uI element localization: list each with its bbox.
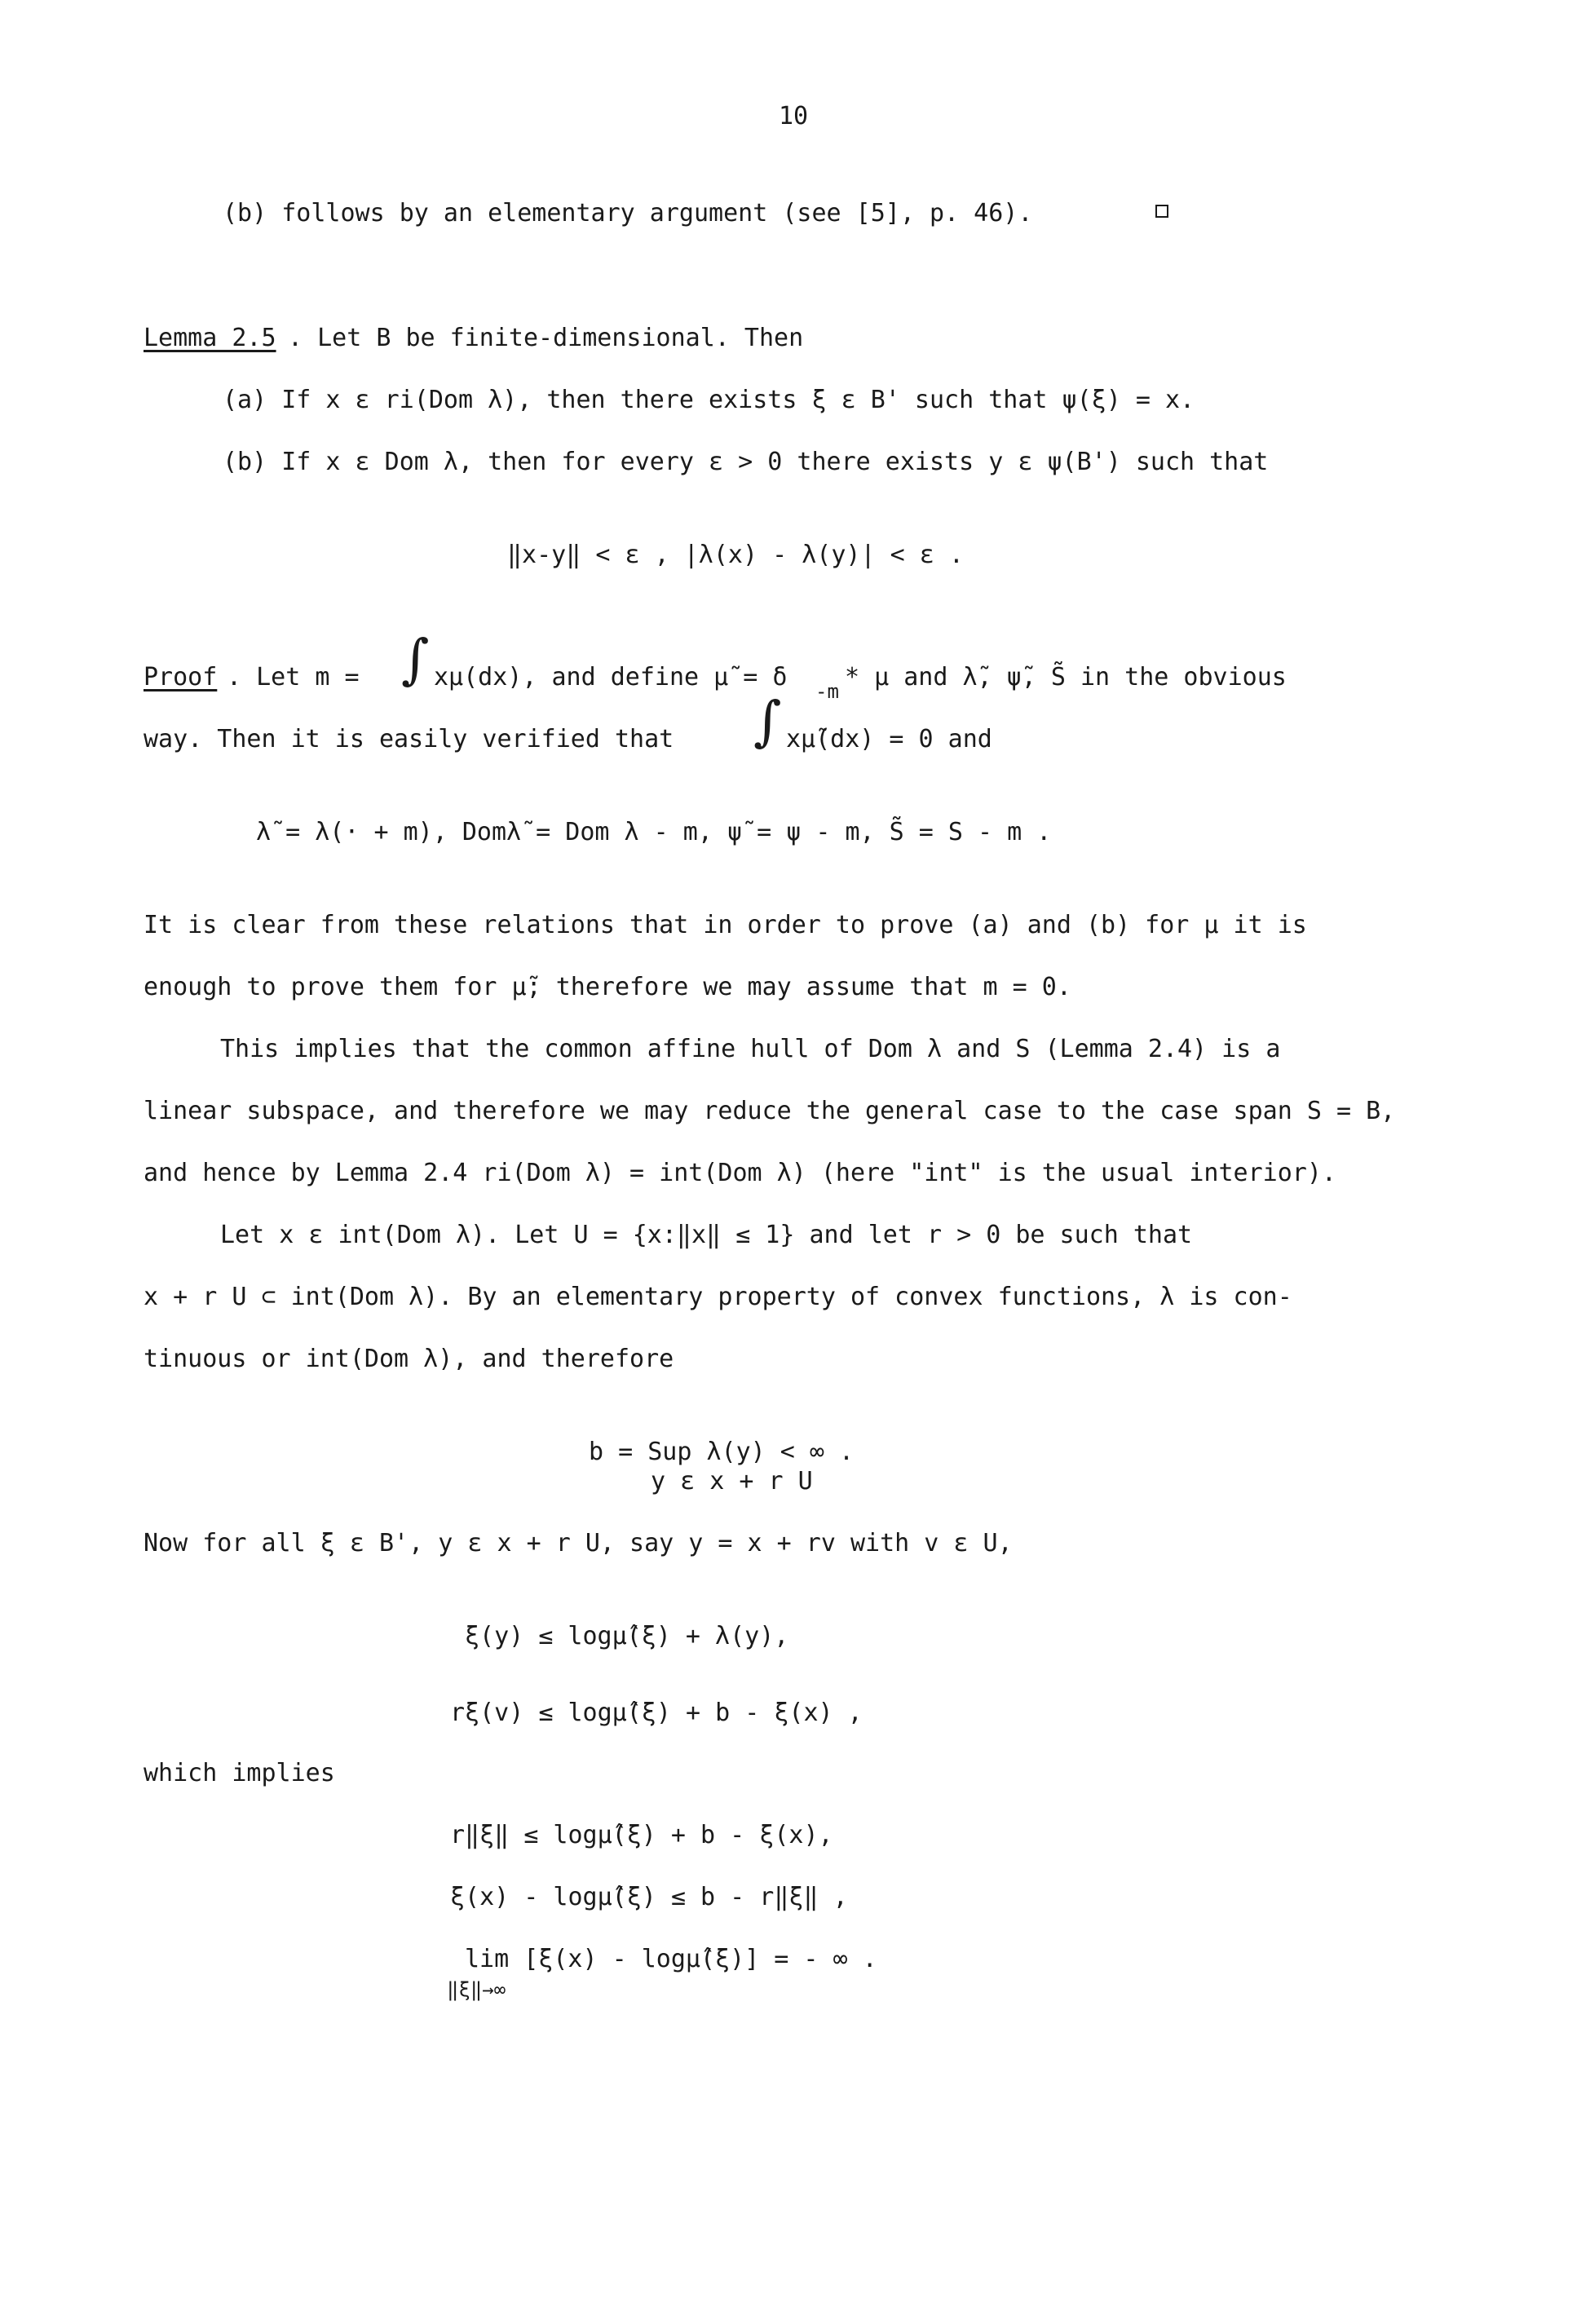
lemma-display-equation: ‖x-y‖ < ε , |λ(x) - λ(y)| < ε . bbox=[507, 541, 964, 569]
inequality-4: ξ(x) - logμ̂(ξ) ≤ b - r‖ξ‖ , bbox=[450, 1883, 848, 1911]
lemma-item-a: (a) If x ε ri(Dom λ), then there exists ξ ε B' such that ψ(ξ) = x. bbox=[223, 386, 1195, 414]
which-implies-text: which implies bbox=[144, 1759, 335, 1787]
lemma-item-b: (b) If x ε Dom λ, then for every ε > 0 there exists y ε ψ(B') such that bbox=[223, 448, 1269, 476]
limit-subscript: ‖ξ‖→∞ bbox=[447, 1978, 506, 2001]
line-b-previous: (b) follows by an elementary argument (see [5], p. 46). bbox=[223, 199, 1033, 228]
integral-sign-2: ∫ bbox=[753, 690, 782, 753]
inequality-1: ξ(y) ≤ logμ̂(ξ) + λ(y), bbox=[465, 1622, 789, 1650]
page-number: 10 bbox=[779, 102, 809, 130]
proof-line1-subscript: -m bbox=[815, 680, 839, 703]
sup-equation-subscript: y ε x + r U bbox=[651, 1467, 813, 1496]
limit-equation: lim [ξ(x) - logμ̂(ξ)] = - ∞ . bbox=[465, 1945, 877, 1973]
proof-paragraph-4: Now for all ξ ε B', y ε x + r U, say y = x + rv with v ε U, bbox=[144, 1529, 1013, 1557]
proof-paragraph-3-line-2: x + r U ⊂ int(Dom λ). By an elementary property of convex functions, λ is con- bbox=[144, 1283, 1292, 1311]
lemma-intro: . Let B be finite-dimensional. Then bbox=[288, 324, 804, 352]
proof-paragraph-1-line-2: enough to prove them for μ̃; therefore we may assume that m = 0. bbox=[144, 973, 1071, 1001]
proof-line2-b: xμ̃(dx) = 0 and bbox=[786, 725, 992, 753]
proof-line2-a: way. Then it is easily verified that bbox=[144, 725, 674, 753]
proof-paragraph-2-line-3: and hence by Lemma 2.4 ri(Dom λ) = int(Dom λ) (here "int" is the usual interior). bbox=[144, 1159, 1336, 1187]
proof-paragraph-2-line-2: linear subspace, and therefore we may reduce the general case to the case span S = B, bbox=[144, 1097, 1396, 1125]
proof-paragraph-2-line-1: This implies that the common affine hull of Dom λ and S (Lemma 2.4) is a bbox=[220, 1035, 1281, 1063]
integral-sign-1: ∫ bbox=[401, 628, 430, 691]
proof-paragraph-1-line-1: It is clear from these relations that in order to prove (a) and (b) for μ it is bbox=[144, 911, 1307, 939]
inequality-3: r‖ξ‖ ≤ logμ̂(ξ) + b - ξ(x), bbox=[450, 1821, 833, 1849]
proof-line1-b: xμ(dx), and define μ̃ = δ bbox=[434, 663, 788, 691]
proof-line1-c: * μ and λ̃, ψ̃, S̃ in the obvious bbox=[845, 663, 1287, 691]
proof-paragraph-3-line-3: tinuous or int(Dom λ), and therefore bbox=[144, 1345, 674, 1373]
proof-paragraph-3-line-1: Let x ε int(Dom λ). Let U = {x:‖x‖ ≤ 1} and let r > 0 be such that bbox=[220, 1221, 1193, 1249]
sup-equation: b = Sup λ(y) < ∞ . bbox=[589, 1438, 855, 1466]
proof-line1-a: . Let m = bbox=[227, 663, 360, 691]
proof-display-equation: λ̃ = λ(· + m), Domλ̃ = Dom λ - m, ψ̃ = ψ - m, S̃ = S - m . bbox=[256, 818, 1052, 846]
inequality-2: rξ(v) ≤ logμ̂(ξ) + b - ξ(x) , bbox=[450, 1699, 863, 1727]
lemma-title: Lemma 2.5 bbox=[144, 324, 276, 352]
proof-title: Proof bbox=[144, 663, 218, 691]
qed-square-icon bbox=[1155, 205, 1168, 218]
